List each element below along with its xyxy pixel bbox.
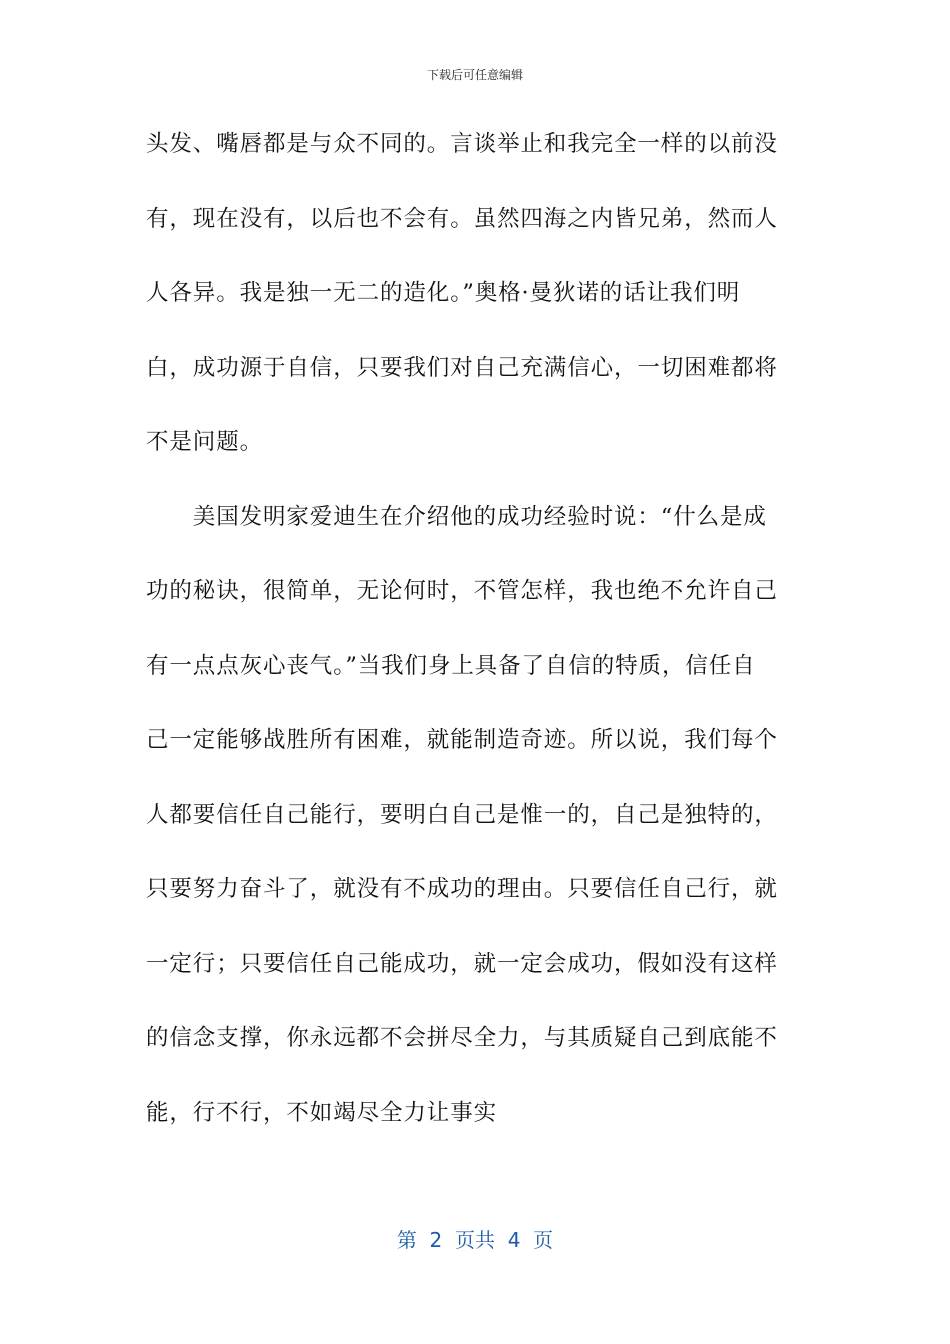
text-line: 能，行不行，不如竭尽全力让事实 xyxy=(146,1099,498,1126)
text-line: 头发、嘴唇都是与众不同的。言谈举止和我完全一样的以前没 xyxy=(146,131,778,157)
page-number-footer: 第 2 页共 4 页 xyxy=(396,1228,554,1252)
text-line: 白，成功源于自信，只要我们对自己充满信心，一切困难都将 xyxy=(146,354,778,381)
page-header: 下载后可任意编辑 xyxy=(426,68,523,82)
document-body xyxy=(146,122,794,1165)
text-line: 不是问题。 xyxy=(146,429,264,455)
text-line: 只要努力奋斗了，就没有不成功的理由。只要信任自己行，就 xyxy=(146,876,778,902)
text-line: 有一点点灰心丧气。”当我们身上具备了自信的特质，信任自 xyxy=(146,652,756,679)
text-line: 功的秘诀，很简单，无论何时，不管怎样，我也绝不允许自己 xyxy=(146,578,778,604)
text-line: 美国发明家爱迪生在介绍他的成功经验时说：“什么是成 xyxy=(146,503,767,530)
text-line: 己一定能够战胜所有困难，就能制造奇迹。所以说，我们每个 xyxy=(146,727,778,753)
text-line: 有，现在没有，以后也不会有。虽然四海之内皆兄弟，然而人 xyxy=(146,205,778,232)
text-line: 人都要信任自己能行，要明白自己是惟一的，自己是独特的， xyxy=(146,801,778,828)
text-line: 一定行；只要信任自己能成功，就一定会成功，假如没有这样 xyxy=(146,950,778,977)
text-line: 的信念支撑，你永远都不会拼尽全力，与其质疑自己到底能不 xyxy=(146,1025,778,1051)
text-line: 人各异。我是独一无二的造化。”奥格·曼狄诺的话让我们明 xyxy=(146,280,741,306)
